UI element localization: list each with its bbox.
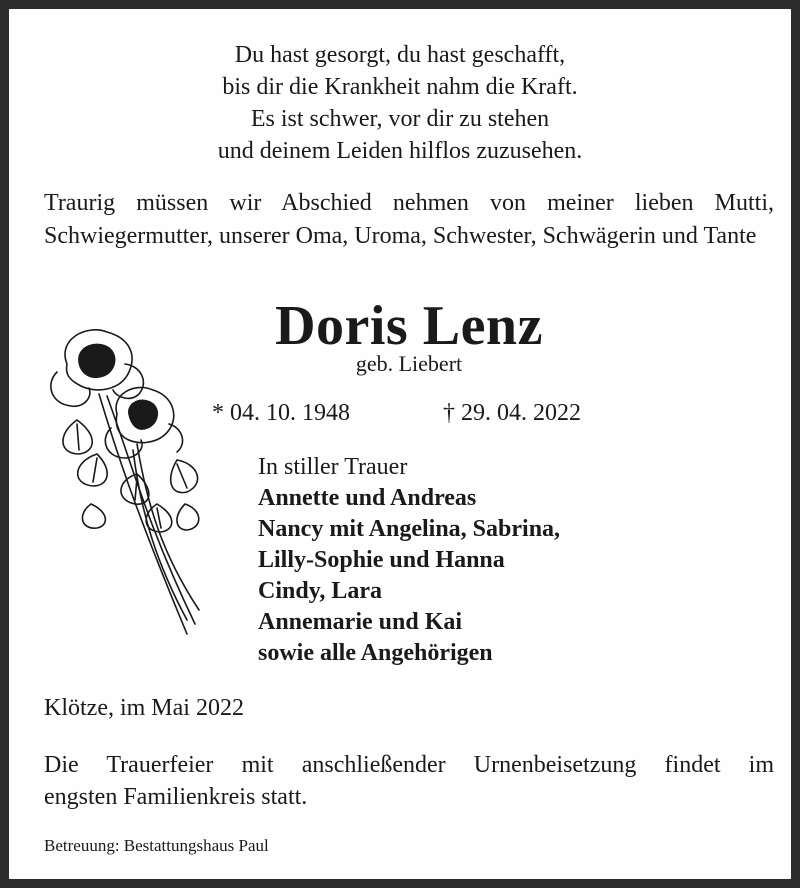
deceased-name: Doris Lenz [275, 295, 543, 357]
rose-stem [137, 444, 199, 610]
service-notice [44, 749, 774, 813]
mourner-line: Nancy mit Angelina, Sabrina, [258, 516, 561, 542]
place-date: Klötze, im Mai 2022 [44, 695, 244, 721]
mourner-line: Lilly-Sophie und Hanna [258, 547, 505, 573]
poem-line: und deinem Leiden hilflos zuzusehen. [217, 138, 583, 164]
poem-line: Du hast gesorgt, du hast geschafft, [234, 42, 566, 68]
death-date: † 29. 04. 2022 [443, 400, 581, 426]
funeral-home-credit: Betreuung: Bestattungshaus Paul [44, 836, 269, 855]
mourner-line: sowie alle Angehörigen [258, 640, 493, 666]
rose-leaf [82, 504, 105, 528]
birth-date: * 04. 10. 1948 [212, 400, 350, 426]
service-line: Die Trauerfeier mit anschließender Urnenbeisetzung findet im [44, 752, 774, 778]
intro-text: Traurig müssen wir Abschied nehmen von meiner lieben Mutti, Schwiegermutter, unserer Oma, Uroma, Schwester, Schwägerin und Tante [44, 190, 774, 249]
poem-line: Es ist schwer, vor dir zu stehen [250, 106, 550, 132]
rose-stem [99, 394, 187, 634]
mourner-line: Annette und Andreas [258, 485, 477, 511]
maiden-name: geb. Liebert [355, 351, 463, 376]
mourners-block [258, 452, 560, 669]
rose-leaf [171, 460, 198, 493]
service-line: engsten Familienkreis statt. [44, 784, 308, 810]
rose-leaf [177, 504, 199, 530]
mourner-line: Cindy, Lara [258, 578, 383, 604]
mourner-line: Annemarie und Kai [258, 609, 463, 635]
poem-line: bis dir die Krankheit nahm die Kraft. [222, 74, 578, 100]
poem [18, 39, 782, 167]
rose-bud [129, 400, 157, 429]
mourning-heading: In stiller Trauer [258, 454, 408, 480]
